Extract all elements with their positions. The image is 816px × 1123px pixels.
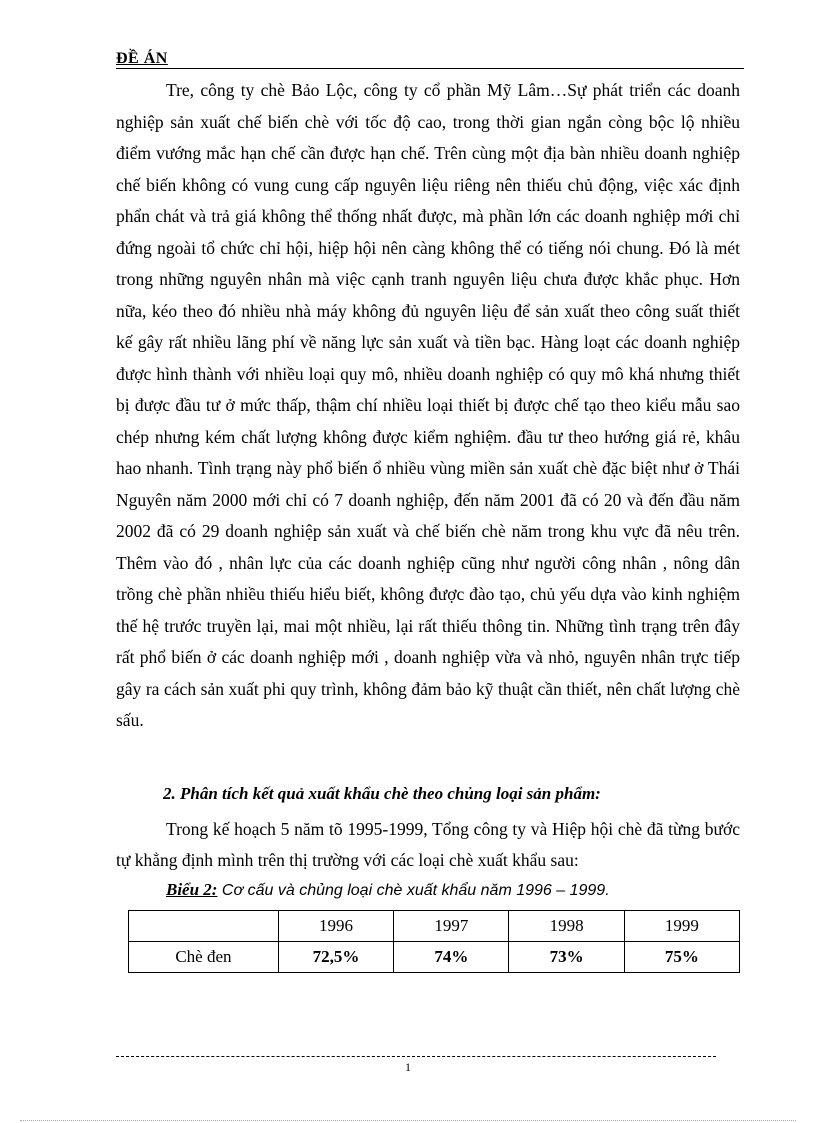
cell-1996: 72,5%: [278, 942, 393, 973]
cell-1997: 74%: [394, 942, 509, 973]
table-caption: [166, 880, 610, 900]
section-heading: 2. Phân tích kết quả xuất khẩu chè theo chủng loại sản phẩm:: [163, 784, 601, 803]
header-title: ĐỀ ÁN: [116, 50, 168, 67]
footer-divider: [116, 1056, 716, 1057]
paragraph-2: Trong kế hoạch 5 năm tõ 1995-1999, Tổng công ty và Hiệp hội chè đã từng bước tự khẳng định mình trên thị trường với các loại chè xuất khẩu sau:: [116, 819, 740, 870]
paragraph-1: Tre, công ty chè Bảo Lộc, công ty cổ phần Mỹ Lâm…Sự phát triển các doanh nghiệp sản xuất chế biến chè với tốc độ cao, trong thời gian ngắn còng bộc lộ nhiều điểm vướng mắc hạn chế cần được hạn chế. Trên cùng một địa bàn nhiều doanh nghiệp chế biến không có vung cung cấp nguyên liệu riêng nên thiếu chủ động, việc xác định phẩn chát và trả giá không thể thống nhất được, mà phần lớn các doanh nghiệp mới chỉ đứng ngoài tổ chức chỉ hội, hiệp hội nên càng không thể có tiếng nói chung. Đó là mét trong những nguyên nhân mà việc cạnh tranh nguyên liệu chưa được khắc phục. Hơn nữa, kéo theo đó nhiều nhà máy không đủ nguyên liệu để sản xuất theo công suất thiết kế gây rất nhiều lãng phí về năng lực sản xuất và tiền bạc. Hàng loạt các doanh nghiệp được hình thành với nhiều loại quy mô, nhiều doanh nghiệp có quy mô khá nhưng thiết bị được đầu tư ở mức thấp, thậm chí nhiều loại thiết bị được chế tạo theo kiểu mẫu sao chép nhưng kém chất lượng không được kiểm nghiệm. đầu tư theo hướng giá rẻ, khâu hao nhanh. Tình trạng này phổ biến ổ nhiều vùng miền sản xuất chè đặc biệt như ở Thái Nguyên năm 2000 mới chỉ có 7 doanh nghiệp, đến năm 2001 đã có 20 và đến đầu năm 2002 đã có 29 doanh nghiệp sản xuất và chế biến chè năm trong khu vực đã nêu trên. Thêm vào đó , nhân lực của các doanh nghiệp cũng như người công nhân , nông dân trồng chè phần nhiều thiếu hiểu biết, không được đào tạo, chủ yếu dựa vào kinh nghiệm thế hệ trước truyền lại, mai một nhiều, lại rất thiếu thông tin. Những tình trạng trên đây rất phổ biến ở các doanh nghiệp mới , doanh nghiệp vừa và nhỏ, nguyên nhân trực tiếp gây ra cách sản xuất phi quy trình, không đảm bảo kỹ thuật cần thiết, nên chất lượng chè sấu.: [116, 80, 740, 730]
table-corner-cell: [129, 911, 279, 942]
row-label: Chè đen: [129, 942, 279, 973]
year-header-1999: 1999: [624, 911, 739, 942]
cell-1999: 75%: [624, 942, 739, 973]
export-structure-table: [128, 910, 740, 973]
page-header: [116, 50, 744, 69]
table-row: [129, 942, 740, 973]
cell-1998: 73%: [509, 942, 624, 973]
year-header-1998: 1998: [509, 911, 624, 942]
table-header-row: [129, 911, 740, 942]
year-header-1997: 1997: [394, 911, 509, 942]
body-text: [116, 75, 740, 737]
year-header-1996: 1996: [278, 911, 393, 942]
caption-label: Biểu 2:: [166, 880, 218, 899]
caption-text: Cơ cấu và chủng loại chè xuất khẩu năm 1996 – 1999.: [217, 882, 610, 899]
page-number: 1: [405, 1060, 411, 1074]
page-bottom-border: [20, 1120, 796, 1121]
